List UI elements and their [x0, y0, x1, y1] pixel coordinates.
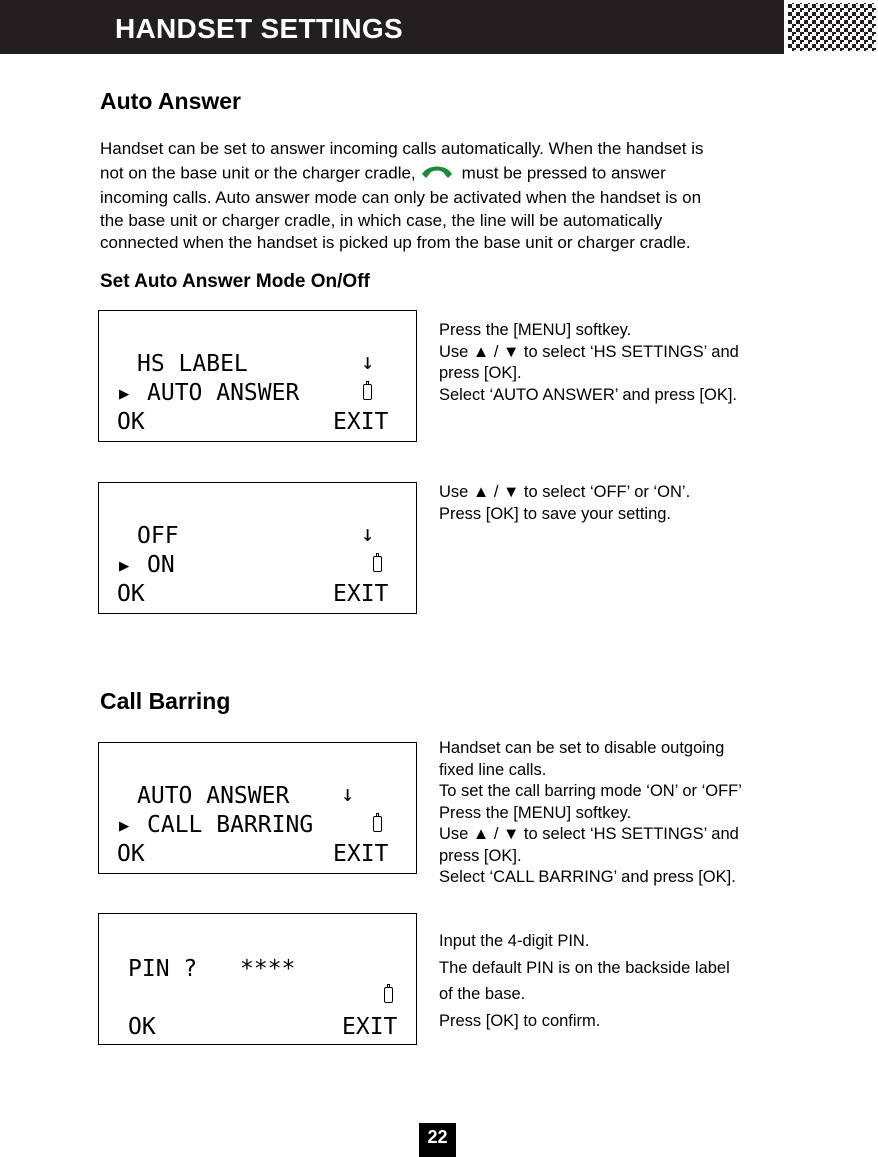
auto-answer-intro [100, 138, 800, 255]
page-number: 22 [419, 1123, 456, 1157]
lcd-softkey-right: EXIT [333, 841, 389, 867]
lcd-softkey-left: OK [117, 841, 145, 867]
lcd-line-1: OFF [137, 523, 179, 549]
intro-line: Handset can be set to answer incoming calls automatically. When the handset is [100, 139, 704, 158]
auto-answer-heading: Auto Answer [100, 88, 241, 114]
lcd-softkey-right: EXIT [333, 409, 389, 435]
talk-phone-icon [420, 161, 454, 188]
step-line: The default PIN is on the backside label [439, 958, 730, 977]
lcd-screen-call-barring-menu [98, 742, 417, 874]
lcd-screen-pin-entry [98, 913, 417, 1045]
scroll-down-arrow-icon: ↓ [361, 522, 375, 547]
auto-answer-subheading: Set Auto Answer Mode On/Off [100, 271, 370, 292]
step-line: press [OK]. [439, 364, 522, 382]
lcd-screen-auto-answer-menu [98, 310, 417, 442]
step-line: Input the 4-digit PIN. [439, 932, 590, 950]
auto-answer-steps-1 [439, 320, 799, 406]
battery-icon [363, 384, 372, 400]
lcd-screen-on-off [98, 482, 417, 614]
battery-icon [373, 556, 382, 572]
step-line: Press [OK] to save your setting. [439, 504, 672, 523]
battery-icon [373, 816, 382, 832]
auto-answer-steps-2 [439, 482, 799, 525]
step-line: Press the [MENU] softkey. [439, 803, 632, 822]
lcd-softkey-left: OK [117, 409, 145, 435]
selection-cursor-icon: ▶ [119, 384, 130, 404]
header-bar [0, 0, 878, 54]
step-line: Press [OK] to confirm. [439, 1011, 601, 1030]
step-line: Select ‘AUTO ANSWER’ and press [OK]. [439, 385, 738, 404]
step-line: Use ▲ / ▼ to select ‘HS SETTINGS’ and [439, 825, 739, 843]
call-barring-steps-1 [439, 738, 799, 889]
step-line: Use ▲ / ▼ to select ‘HS SETTINGS’ and [439, 342, 739, 361]
lcd-line-1: AUTO ANSWER [137, 783, 290, 809]
intro-line-with-icon: not on the base unit or the charger cradle, must be pressed to answer [100, 161, 800, 188]
step-line: press [OK]. [439, 846, 522, 865]
lcd-pin-value: **** [240, 956, 296, 982]
lcd-line-2-selected: AUTO ANSWER [147, 380, 300, 406]
intro-line: incoming calls. Auto answer mode can only be activated when the handset is on [100, 188, 702, 207]
intro-line: connected when the handset is picked up from the base unit or charger cradle. [100, 233, 691, 252]
lcd-softkey-right: EXIT [342, 1014, 398, 1040]
step-line: fixed line calls. [439, 760, 547, 779]
step-line: Use ▲ / ▼ to select ‘OFF’ or ‘ON’. [439, 483, 691, 501]
checker-pattern-icon [784, 0, 878, 54]
step-line: Select ‘CALL BARRING’ and press [OK]. [439, 868, 736, 886]
lcd-line-2-selected: CALL BARRING [147, 812, 314, 838]
step-line: Press the [MENU] softkey. [439, 321, 632, 339]
lcd-softkey-left: OK [117, 581, 145, 607]
lcd-softkey-right: EXIT [333, 581, 389, 607]
scroll-down-arrow-icon: ↓ [361, 350, 375, 375]
header-pattern-decoration [784, 0, 878, 54]
page-title: HANDSET SETTINGS [115, 13, 403, 44]
step-line: To set the call barring mode ‘ON’ or ‘OFF’ [439, 782, 742, 800]
lcd-line-1: HS LABEL [137, 351, 248, 377]
call-barring-heading: Call Barring [100, 688, 231, 714]
lcd-softkey-left: OK [128, 1014, 156, 1040]
intro-line: the base unit or charger cradle, in which case, the line will be automatically [100, 210, 663, 230]
lcd-line-2-selected: ON [147, 552, 175, 578]
lcd-pin-prompt: PIN ? [128, 956, 198, 982]
scroll-down-arrow-icon: ↓ [341, 782, 355, 807]
call-barring-steps-2 [439, 928, 799, 1034]
battery-icon [384, 987, 393, 1003]
selection-cursor-icon: ▶ [119, 556, 130, 576]
selection-cursor-icon: ▶ [119, 816, 130, 836]
step-line: of the base. [439, 985, 526, 1003]
step-line: Handset can be set to disable outgoing [439, 739, 725, 757]
